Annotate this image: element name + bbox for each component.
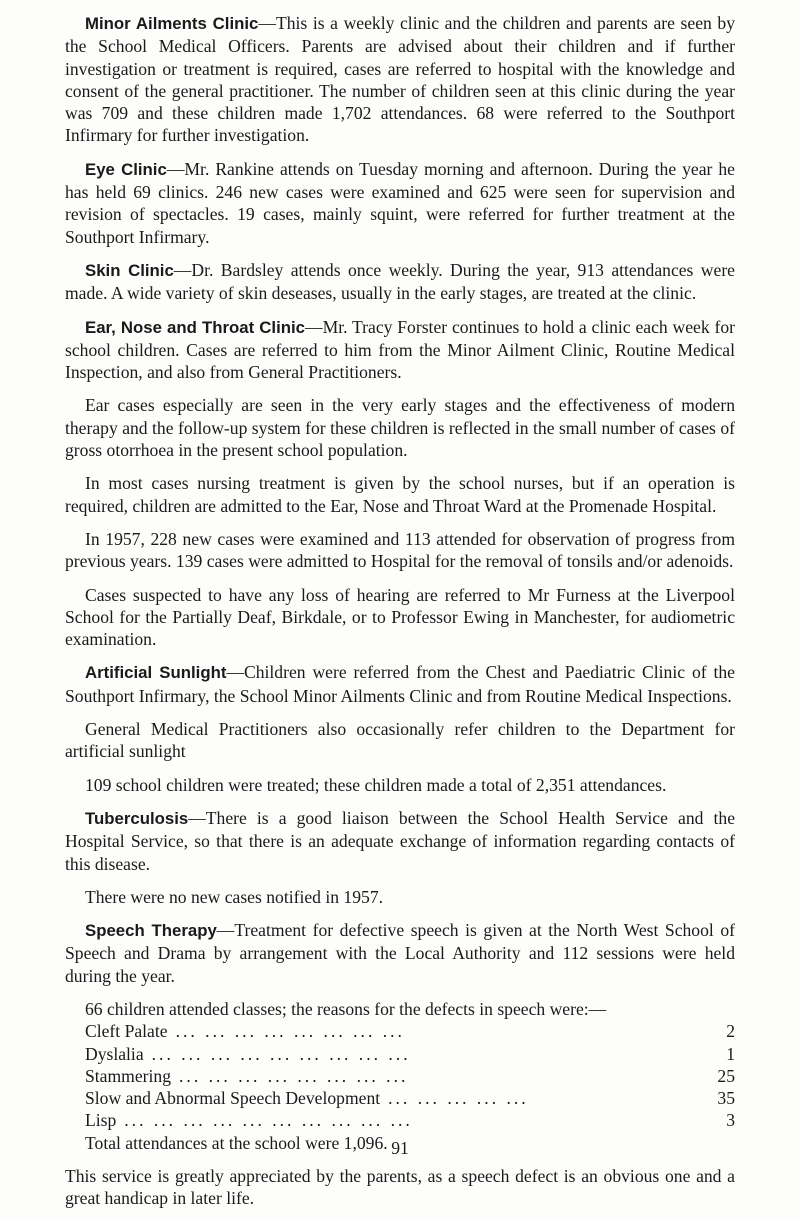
eye-clinic-heading: Eye Clinic [85, 159, 167, 179]
minor-ailments-body: —This is a weekly clinic and the children and parents are seen by the School Medical Officers. Parents are advised about their children and if further investigation or treatment is required, cases are referred to hospital with the knowledge and consent of the general practitioner. The number of children seen at this clinic during the year was 709 and these children made 1,702 attendances. 68 were referred to the Southport Infirmary for further investigation. [65, 13, 735, 146]
defect-count: 25 [717, 1065, 735, 1086]
ent-clinic-heading: Ear, Nose and Throat Clinic [85, 317, 305, 337]
speech-therapy-paragraph [65, 919, 735, 987]
minor-ailments-heading: Minor Ailments Clinic [85, 14, 259, 33]
list-item [85, 1087, 735, 1109]
closing-paragraph: This service is greatly appreciated by the parents, as a speech defect is an obvious one and a great handicap in later life. [65, 1166, 735, 1209]
tuberculosis-paragraph [65, 807, 735, 875]
skin-clinic-paragraph [65, 259, 735, 305]
skin-clinic-heading: Skin Clinic [85, 260, 174, 280]
ent-clinic-body: —Mr. Tracy Forster continues to hold a clinic each week for school children. Cases are referred to him from the Minor Ailment Clinic, Routine Medical Inspection, and also from General Practitioners. [65, 316, 735, 383]
page-number: 91 [391, 1138, 409, 1158]
defect-label: Cleft Palate [85, 1021, 168, 1042]
defect-count: 2 [726, 1021, 735, 1042]
list-item [85, 1065, 735, 1087]
dot-leader: ... ... ... ... ... ... ... ... [175, 1021, 405, 1042]
artificial-sunlight-paragraph [65, 661, 735, 707]
defect-count: 3 [726, 1110, 735, 1131]
artificial-sunlight-heading: Artificial Sunlight [85, 663, 227, 683]
defect-label: Slow and Abnormal Speech Development [85, 1088, 381, 1109]
artificial-sunlight-body: —Children were referred from the Chest and Paediatric Clinic of the Southport Infirmary, the School Minor Ailments Clinic and from Routine Medical Inspections. [65, 662, 735, 706]
total-attendances: Total attendances at the school were 1,096. [85, 1132, 388, 1153]
dot-leader: ... ... ... ... ... ... ... ... ... ... [124, 1110, 413, 1131]
ent-clinic-paragraph-3: In most cases nursing treatment is given by the school nurses, but if an operation is required, children are admitted to the Ear, Nose and Throat Ward at the Promenade Hospital. [65, 473, 735, 516]
list-item [85, 1043, 735, 1065]
list-item [85, 1020, 735, 1042]
ent-clinic-paragraph [65, 316, 735, 384]
tuberculosis-heading: Tuberculosis [85, 808, 189, 828]
defect-label: Stammering [85, 1065, 172, 1086]
minor-ailments-paragraph [65, 12, 735, 147]
defect-label: Lisp [85, 1110, 117, 1131]
dot-leader: ... ... ... ... ... ... ... ... [179, 1065, 409, 1086]
eye-clinic-body: —Mr. Rankine attends on Tuesday morning and afternoon. During the year he has held 69 clinics. 246 new cases were examined and 625 were seen for supervision and revision of spectacles. 19 cases, mainly squint, were referred for further treatment at the Southport Infirmary. [65, 158, 735, 247]
dot-leader: ... ... ... ... ... ... ... ... ... [151, 1043, 411, 1064]
speech-therapy-body: —Treatment for defective speech is given at the North West School of Speech and Drama by arrangement with the Local Authority and 112 sessions were held during the year. [65, 920, 735, 986]
artificial-sunlight-paragraph-3: 109 school children were treated; these children made a total of 2,351 attendances. [85, 774, 667, 795]
eye-clinic-paragraph [65, 158, 735, 248]
defect-count: 1 [726, 1043, 735, 1064]
speech-defects-intro: 66 children attended classes; the reasons for the defects in speech were:— [85, 998, 607, 1019]
skin-clinic-body: —Dr. Bardsley attends once weekly. During the year, 913 attendances were made. A wide variety of skin deseases, usually in the early stages, are treated at the clinic. [65, 259, 735, 304]
tuberculosis-paragraph-2: There were no new cases notified in 1957. [85, 886, 384, 907]
defect-label: Dyslalia [85, 1043, 144, 1064]
document-page [65, 12, 735, 1221]
list-item [85, 1109, 735, 1131]
defect-count: 35 [717, 1088, 735, 1109]
speech-defects-list [85, 1020, 735, 1131]
speech-therapy-heading: Speech Therapy [85, 921, 217, 941]
dot-leader: ... ... ... ... ... [388, 1088, 529, 1109]
tuberculosis-body: —There is a good liaison between the School Health Service and the Hospital Service, so that there is an adequate exchange of information regarding contacts of this disease. [65, 807, 735, 874]
ent-clinic-paragraph-4: In 1957, 228 new cases were examined and 113 attended for observation of progress from previous years. 139 cases were admitted to Hospital for the removal of tonsils and/or adenoids. [65, 528, 735, 572]
artificial-sunlight-paragraph-2: General Medical Practitioners also occasionally refer children to the Department for artificial sunlight [65, 719, 735, 762]
ent-clinic-paragraph-5: Cases suspected to have any loss of hearing are referred to Mr Furness at the Liverpool School for the Partially Deaf, Birkdale, or to Professor Ewing in Manchester, for audiometric examination. [65, 584, 735, 650]
ent-clinic-paragraph-2: Ear cases especially are seen in the very early stages and the effectiveness of modern therapy and the follow-up system for these children is reflected in the small number of cases of gross otorrhoea in the present school population. [65, 395, 735, 461]
